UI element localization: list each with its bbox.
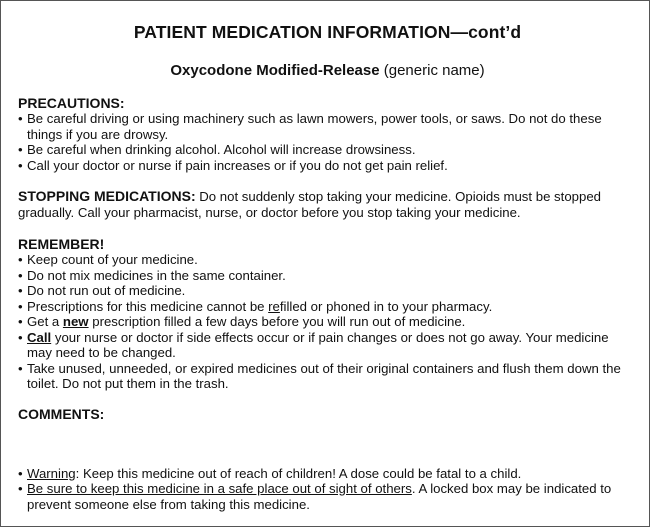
list-item: • Call your doctor or nurse if pain increases or if you do not get pain relief. [18, 158, 637, 174]
list-item: • Do not run out of medicine. [18, 283, 637, 299]
underlined-bold-text: Call [27, 329, 52, 345]
precautions-section [18, 95, 637, 173]
comments-section [18, 406, 637, 422]
underlined-bold-text: new [62, 314, 89, 329]
list-item-text: your nurse or doctor if side effects occur or if pain changes or does not go away. Your medicine may need to be changed. [27, 329, 609, 360]
list-item-text: : Keep this medicine out of reach of children! A dose could be fatal to a child. [75, 465, 522, 481]
list-item [18, 466, 637, 482]
stopping-medications-heading: STOPPING MEDICATIONS: [18, 188, 196, 204]
underlined-text: re [268, 298, 280, 314]
underlined-text: Warning [27, 465, 76, 481]
list-item: • Take unused, unneeded, or expired medicines out of their original containers and flush them down the toilet. Do not put them in the trash. [18, 361, 637, 392]
list-item-text: filled or phoned in to your pharmacy. [279, 298, 493, 314]
list-item [18, 314, 637, 330]
remember-heading: REMEMBER! [18, 236, 105, 252]
stopping-medications-text: Do not suddenly stop taking your medicine. Opioids must be stopped gradually. Call your pharmacist, nurse, or doctor before you stop taking your medicine. [18, 189, 601, 220]
list-item: • Do not mix medicines in the same container. [18, 268, 637, 284]
comments-heading: COMMENTS: [18, 405, 105, 422]
drug-subtitle [18, 43, 637, 81]
precautions-heading: PRECAUTIONS: [18, 95, 125, 111]
stopping-medications-section [18, 189, 637, 220]
list-item-text: Get a [27, 314, 63, 329]
drug-name: Oxycodone Modified-Release [170, 62, 380, 79]
page-title: PATIENT MEDICATION INFORMATION—cont’d [133, 22, 522, 42]
warnings-section [18, 466, 637, 513]
list-item: • Be careful when drinking alcohol. Alcohol will increase drowsiness. [18, 142, 637, 158]
generic-name-label: (generic name) [379, 62, 485, 79]
list-item: • Be careful driving or using machinery such as lawn mowers, power tools, or saws. Do not do these things if you are drowsy. [18, 111, 637, 142]
list-item-text: . A locked box may be indicated to prevent someone else from taking this medicine. [27, 481, 612, 512]
underlined-text: Be sure to keep this medicine in a safe place out of sight of others [27, 481, 412, 496]
list-item: • Keep count of your medicine. [18, 252, 637, 268]
list-item-text: prescription filled a few days before you will run out of medicine. [88, 314, 466, 329]
list-item [18, 299, 637, 315]
precautions-list [18, 111, 637, 173]
list-item [18, 481, 637, 512]
remember-list [18, 252, 637, 392]
warnings-list [18, 466, 637, 513]
list-item-text: Prescriptions for this medicine cannot be [27, 298, 269, 314]
list-item [18, 330, 637, 361]
remember-section [18, 236, 637, 392]
